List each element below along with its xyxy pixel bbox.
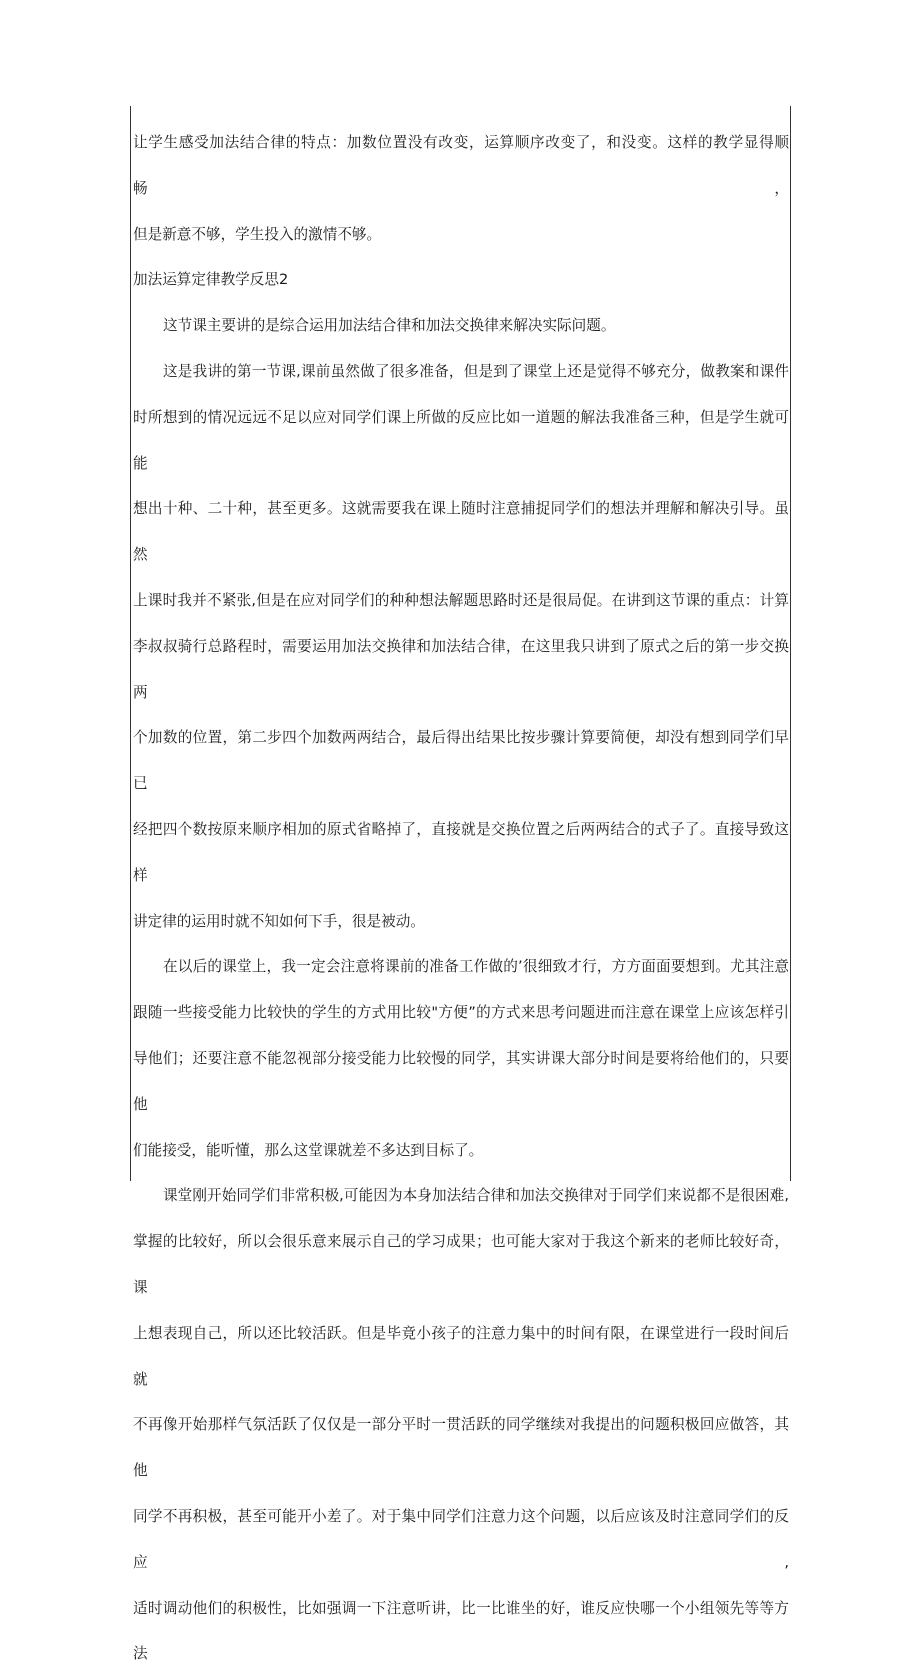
text-line: 这是我讲的第一节课,课前虽然做了很多准备，但是到了课堂上还是觉得不够充分，做教案和课件	[133, 349, 789, 395]
text-line: 时所想到的情况远远不足以应对同学们课上所做的反应比如一道题的解法我准备三种，但是学生就可能	[133, 395, 789, 487]
text-line: 但是新意不够，学生投入的激情不够。	[133, 212, 789, 258]
text-line: 让学生感受加法结合律的特点：加数位置没有改变，运算顺序改变了，和没变。这样的教学显得顺畅，	[133, 120, 789, 212]
left-margin-rule	[130, 106, 131, 1181]
paragraph-4	[133, 1173, 789, 1677]
text-line: 上课时我并不紧张,但是在应对同学们的种种想法解题思路时还是很局促。在讲到这节课的重点：计算	[133, 578, 789, 624]
text-line: 适时调动他们的积极性，比如强调一下注意听讲，比一比谁坐的好，谁反应快哪一个小组领先等等方法	[133, 1586, 789, 1677]
right-margin-rule	[790, 106, 791, 1181]
paragraph-1	[133, 303, 789, 349]
text-line: 个加数的位置，第二步四个加数两两结合，最后得出结果比按步骤计算要简便，却没有想到同学们早已	[133, 715, 789, 807]
document-body	[133, 120, 789, 1677]
text-line: 上想表现自己，所以还比较活跃。但是毕竟小孩子的注意力集中的时间有限，在课堂进行一段时间后就	[133, 1311, 789, 1403]
section-heading	[133, 257, 789, 303]
paragraph-2	[133, 349, 789, 944]
paragraph-intro	[133, 120, 789, 257]
text-line: 导他们；还要注意不能忽视部分接受能力比较慢的同学，其实讲课大部分时间是要将给他们的，只要他	[133, 1036, 789, 1128]
text-line: 这节课主要讲的是综合运用加法结合律和加法交换律来解决实际问题。	[133, 303, 789, 349]
text-line: 在以后的课堂上，我一定会注意将课前的准备工作做的’很细致才行，方方面面要想到。尤其注意	[133, 944, 789, 990]
text-line: 讲定律的运用时就不知如何下手，很是被动。	[133, 899, 789, 945]
text-line: 掌握的比较好，所以会很乐意来展示自己的学习成果；也可能大家对于我这个新来的老师比较好奇，课	[133, 1219, 789, 1311]
text-line: 们能接受，能听懂，那么这堂课就差不多达到目标了。	[133, 1128, 789, 1174]
text-line: 课堂刚开始同学们非常积极,可能因为本身加法结合律和加法交换律对于同学们来说都不是很困难,	[133, 1173, 789, 1219]
text-line: 跟随一些接受能力比较快的学生的方式用比较"方便”的方式来思考问题进而注意在课堂上应该怎样引	[133, 990, 789, 1036]
text-line: 不再像开始那样气氛活跃了仅仅是一部分平时一贯活跃的同学继续对我提出的问题积极回应做答，其他	[133, 1402, 789, 1494]
text-line: 李叔叔骑行总路程时，需要运用加法交换律和加法结合律，在这里我只讲到了原式之后的第一步交换两	[133, 624, 789, 716]
text-line: 经把四个数按原来顺序相加的原式省略掉了，直接就是交换位置之后两两结合的式子了。直接导致这样	[133, 807, 789, 899]
heading-text: 加法运算定律教学反思2	[133, 257, 789, 303]
text-line: 同学不再积极，甚至可能开小差了。对于集中同学们注意力这个问题，以后应该及时注意同学们的反应,	[133, 1494, 789, 1586]
paragraph-3	[133, 944, 789, 1173]
text-line: 想出十种、二十种，甚至更多。这就需要我在课上随时注意捕捉同学们的想法并理解和解决引导。虽然	[133, 486, 789, 578]
